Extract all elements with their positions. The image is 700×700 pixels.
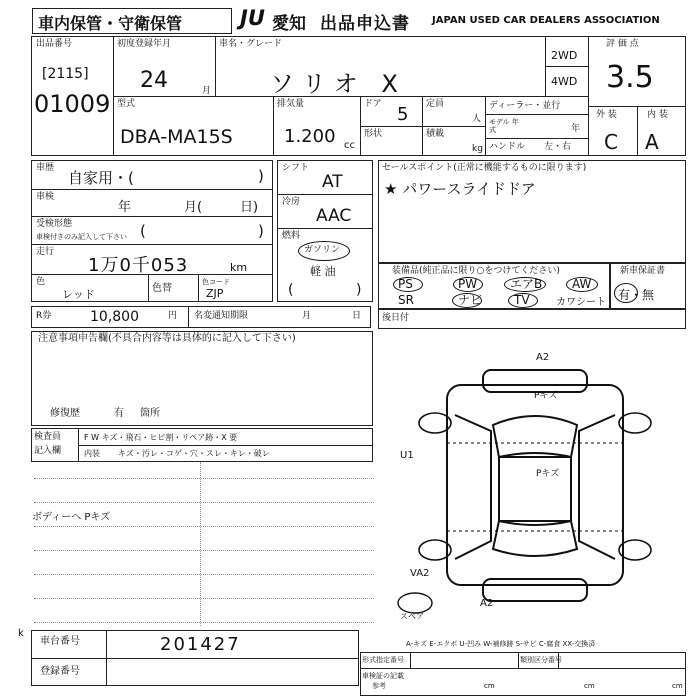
association-name: JAPAN USED CAR DEALERS ASSOCIATION [432,15,660,26]
displacement-value: 1.200 [284,126,336,147]
chassis-label: 車台番号 [40,636,80,647]
spare-label: スペア [400,612,424,621]
displacement-label: 排気量 [277,99,305,109]
dealer-label: ディーラー・並行 [489,101,561,111]
car-name: ソリオ X [270,70,406,98]
name-change-label: 名変通知期限 [194,311,249,321]
score-label: 評 価 点 [606,39,639,49]
lot-number: 01009 [34,90,111,118]
rear-date-label: 後日付 [382,313,410,323]
equipment-label: 装備品(純正品に限り○をつけてください) [392,266,560,276]
wheels [419,413,651,560]
recycle-label: R券 [36,311,52,321]
mileage-unit: km [230,261,248,274]
lot-bracket: [2115] [42,66,89,82]
mark-roof: Pキズ [534,391,558,401]
recycle-unit: 円 [168,311,178,321]
interior-grade: A [645,130,659,154]
reg-month-unit: 月 [202,86,212,96]
reg-label: 初度登録年月 [117,39,172,49]
exterior-grade: C [604,130,618,154]
color-value: レッド [62,288,95,301]
model-year-label: モデル 年式 [489,118,519,134]
form-type-label: 形式指定番号 [362,656,404,664]
mark-center: Pキズ [536,469,560,479]
equip-navi: ナビ [458,293,483,307]
doors-label: ドア [364,99,382,109]
warranty-label: 新車保証書 [620,266,666,276]
cm-height: cm [672,682,683,690]
drive-4wd: 4WD [551,75,578,88]
ac-label: 冷房 [282,197,301,207]
equip-airbag: エアB [510,277,543,291]
damage-legend: A-キズ E-エクボ U-凹み W-補修跡 S-サビ C-腐食 XX-交換済 [406,640,596,648]
mark-bottom: A2 [480,598,494,609]
history-close: ) [258,167,264,185]
mileage-label: 走行 [36,247,55,257]
year-unit: 年 [571,124,581,134]
equip-pw: PW [458,277,478,291]
handle-options: 左・右 [544,142,572,152]
circle-navi [452,293,482,308]
equip-seat: カワシート [556,297,606,308]
name-change-day: 日 [352,311,362,321]
color-code: ZJP [206,287,224,300]
inspection-year: 年 [118,200,132,215]
score-value: 3.5 [606,60,654,95]
drive-2wd: 2WD [551,49,578,62]
shift-label: シフト [282,163,310,173]
fuel-gas: ガソリン [304,245,341,255]
reception-note: 車検付きのみ記入して下さい [36,233,127,241]
mileage-value: 1万0千053 [88,255,189,276]
cm-length: cm [484,682,495,690]
circle-aw [566,277,598,292]
car-outline [447,370,623,601]
ac-value: AAC [316,206,352,226]
fw-row: F W キズ・飛石・ヒビ割・リペア跡・X 要 [84,433,238,442]
inspection-day: 日) [240,200,259,215]
mark-side: U1 [400,450,414,461]
inspection-month: 月( [184,200,203,215]
repair-value: 有 [114,408,124,419]
repair-label: 修復歴 [50,408,80,419]
circle-warranty [614,283,638,303]
model-value: DBA-MA15S [120,126,233,148]
recycle-value: 10,800 [90,309,139,325]
circle-ps [393,277,423,292]
warranty-value: 有・無 [618,288,655,302]
color-code-label: 色コード [202,278,230,286]
history-value: 自家用・( [68,169,134,187]
load-label: 積載 [426,129,445,139]
equip-tv: TV [514,293,530,307]
inspection-label: 車検 [36,192,55,202]
handwritten-note: ボディーへ Pキズ [32,512,111,523]
reg-year: 24 [140,68,168,93]
exterior-label: 外 装 [596,110,617,120]
selling-label: セールスポイント(正常に機能するものに限ります) [382,163,587,173]
equip-ps: PS [398,277,413,291]
corner-mark: k [18,628,24,639]
equip-aw: AW [572,277,592,291]
mark-rear-left: VA2 [410,568,430,579]
lot-label: 出品番号 [36,39,73,49]
selling-point: ★ パワースライドドア [384,180,536,198]
displacement-unit: cc [344,140,355,151]
category-label: 類別区分番号 [520,656,562,664]
rear-date-block [378,309,686,329]
fuel-close: ) [356,282,362,298]
car-diagram [395,345,675,625]
shift-value: AT [322,172,343,192]
interior-tag: 内装 [84,449,100,458]
ju-logo: JU [240,6,265,30]
fuel-open: ( [288,282,294,298]
doors-value: 5 [397,104,409,125]
chassis-value: 201427 [160,634,241,655]
name-label: 車名・グレード [219,39,283,49]
ref-label: 参考 [372,682,386,690]
capacity-unit: 人 [472,114,482,124]
fuel-label: 燃料 [282,231,301,241]
selling-block [378,160,686,263]
shape-label: 形状 [364,129,383,139]
circle-tv [508,293,538,308]
mark-top: A2 [536,352,550,363]
history-label: 車歴 [36,163,55,173]
reception-open: ( [140,222,146,240]
load-unit: kg [472,144,483,154]
capacity-label: 定員 [426,99,445,109]
spare-tire [398,593,432,613]
circle-pw [453,277,483,292]
color-label: 色 [36,277,46,287]
notes-block [31,331,373,426]
notes-label: 注意事項申告欄(不具合内容等は具体的に記入して下さい) [38,333,296,344]
inspector-label: 検査員 [34,432,62,442]
model-label: 型式 [117,99,136,109]
interior-label: 内 装 [647,110,668,120]
handle-label: ハンドル [489,142,526,152]
entry-label: 記入欄 [34,446,62,456]
name-change-month: 月 [302,311,312,321]
reception-close: ) [258,222,264,240]
storage-label: 車内保管・守衛保管 [38,14,183,33]
fuel-light-oil: 軽 油 [310,265,336,278]
vehicle-size-label: 車検証の記載 [362,672,404,680]
form-title: 出品申込書 [320,14,410,34]
interior-row: キズ・汚レ・コゲ・穴・スレ・キレ・破レ [118,449,270,458]
circle-airbag [504,277,546,292]
repair-place: 箇所 [140,408,160,419]
cm-width: cm [584,682,595,690]
color-change-label: 色替 [152,283,172,294]
equip-sr: SR [398,293,414,307]
registration-label: 登録番号 [40,666,80,677]
reception-label: 受検形態 [36,219,73,229]
org-name: 愛知 [272,14,306,34]
